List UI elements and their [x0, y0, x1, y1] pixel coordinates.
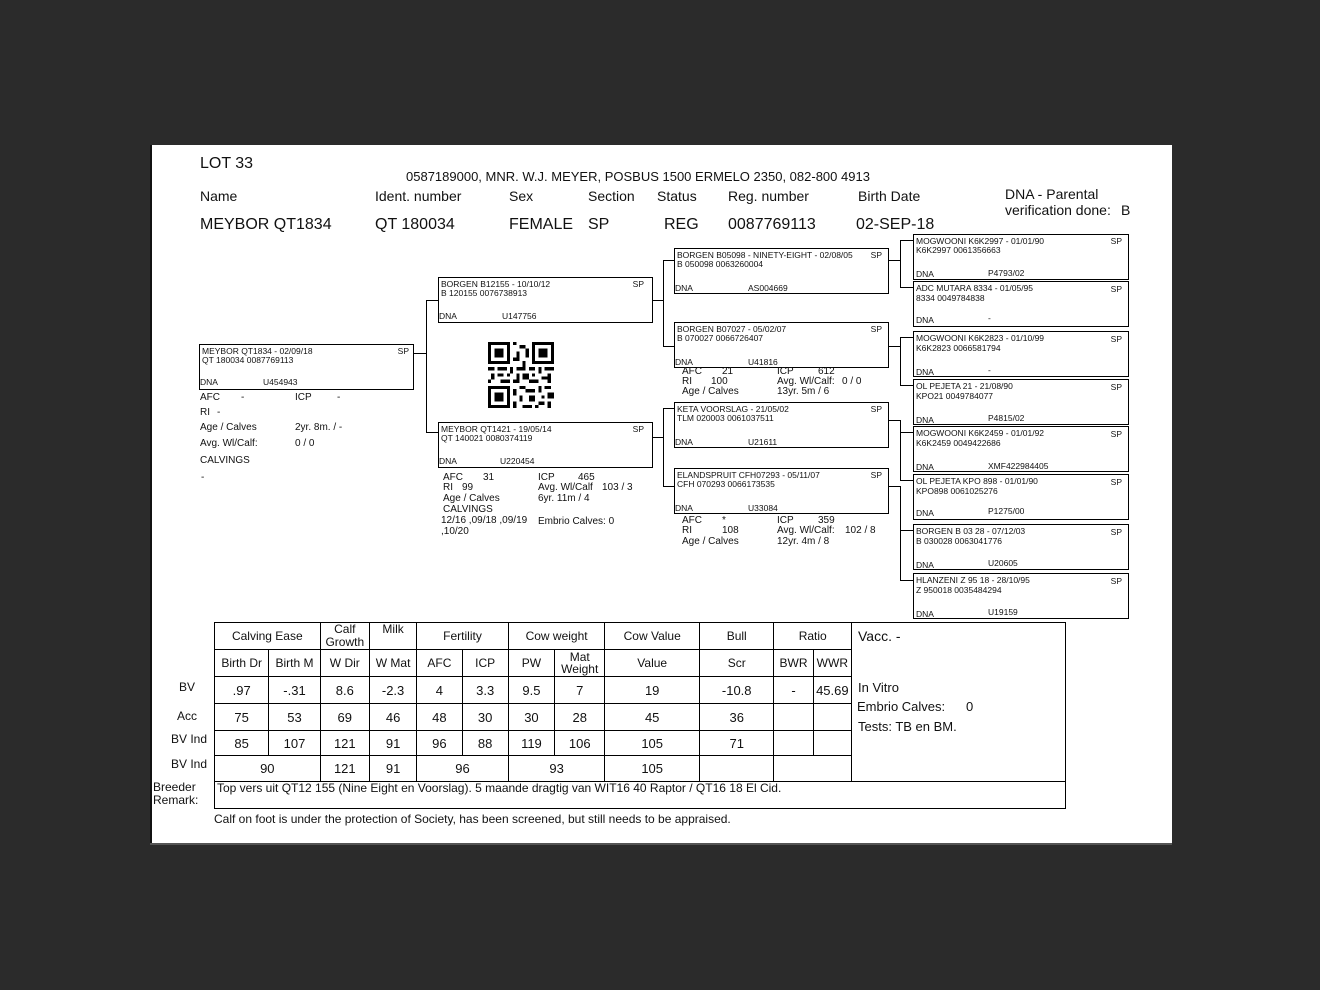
gp2-icp-label: ICP [777, 366, 794, 377]
ggp6-ident: KPO898 0061025276 [916, 486, 998, 496]
pedigree-box-great-grandparent [913, 281, 1129, 327]
pedigree-box-great-grandparent [913, 234, 1129, 280]
gp4-afc-label: AFC [682, 515, 702, 526]
bv-cell: 7 [555, 677, 605, 704]
sub-birth-m: Birth M [269, 650, 320, 677]
ggp4-ident: KPO21 0049784077 [916, 391, 994, 401]
gp1-ident: B 050098 0063260004 [677, 259, 764, 269]
dam-age-label: Age / Calves [443, 493, 500, 504]
connector [426, 300, 427, 432]
label-name: Name [200, 188, 238, 204]
dam-calvings-line1: 12/16 ,09/18 ,09/19 [441, 515, 528, 526]
ggp4-dna-label: DNA [916, 415, 934, 425]
gp4-age-label: Age / Calves [682, 536, 739, 547]
animal-section: SP [588, 216, 610, 233]
pedigree-box-grandparent [674, 402, 889, 448]
label-dna-line2: verification done: [1005, 202, 1111, 218]
connector [900, 480, 913, 481]
connector [888, 260, 900, 261]
ggp5-section: SP [1110, 429, 1122, 439]
sire-dna: U147756 [502, 311, 537, 321]
row-label-acc: Acc [177, 709, 198, 723]
dam-age: 6yr. 11m / 4 [538, 493, 590, 504]
bv-cell: 3.3 [462, 677, 508, 704]
dam-ri: 99 [462, 482, 474, 493]
ggp1-ident: K6K2997 0061356663 [916, 245, 1001, 255]
pedigree-box-grandparent [674, 248, 889, 294]
remark-label-line1: Breeder [153, 780, 196, 794]
animal-name: MEYBOR QT1834 [200, 216, 332, 233]
gp2-section: SP [870, 324, 882, 334]
gp4-title: ELANDSPRUIT CFH07293 - 05/11/07 [677, 470, 820, 480]
sub-wwr: WWR [813, 650, 851, 677]
gp2-avg: 0 / 0 [842, 376, 862, 387]
gp2-age: 13yr. 5m / 6 [777, 386, 830, 397]
subject-section: SP [397, 346, 409, 356]
ind-cell: 105 [605, 731, 700, 756]
sub-icp: ICP [462, 650, 508, 677]
sire-ident: B 120155 0076738913 [441, 288, 528, 298]
ggp4-title: OL PEJETA 21 - 21/08/90 [916, 381, 1013, 391]
dam-dna-label: DNA [439, 456, 457, 466]
ggp5-title: MOGWOONI K6K2459 - 01/01/92 [916, 428, 1045, 438]
subject-age-label: Age / Calves [200, 422, 257, 433]
gp4-dna-label: DNA [675, 503, 693, 513]
gp1-dna: AS004669 [748, 283, 788, 293]
ind-cell: 71 [699, 731, 773, 756]
gp2-avg-label: Avg. Wl/Calf: [777, 376, 835, 387]
ggp3-dna-label: DNA [916, 367, 934, 377]
ggp8-section: SP [1110, 576, 1122, 586]
connector [900, 580, 913, 581]
dam-icp: 465 [578, 472, 595, 483]
dam-avg: 103 / 3 [602, 482, 633, 493]
dam-afc: 31 [483, 472, 495, 483]
ind-cell: 121 [320, 731, 369, 756]
connector [900, 240, 901, 287]
page-edge-bottom [150, 843, 1172, 845]
ind2-cell: 93 [508, 756, 605, 782]
acc-cell: 48 [417, 704, 462, 731]
label-birth-date: Birth Date [858, 188, 921, 204]
in-vitro: In Vitro [858, 680, 899, 695]
ggp6-section: SP [1110, 477, 1122, 487]
gp3-title: KETA VOORSLAG - 21/05/02 [677, 404, 789, 414]
sire-title: BORGEN B12155 - 10/10/12 [441, 279, 551, 289]
connector [900, 240, 913, 241]
ind2-cell: 90 [215, 756, 321, 782]
connector [900, 486, 901, 580]
dam-calvings-line2: ,10/20 [441, 526, 469, 537]
acc-cell: 30 [462, 704, 508, 731]
sire-dna-label: DNA [439, 311, 457, 321]
ggp3-ident: K6K2823 0066581794 [916, 343, 1001, 353]
gp2-dna-label: DNA [675, 357, 693, 367]
ggp7-dna-label: DNA [916, 560, 934, 570]
ggp1-dna-label: DNA [916, 269, 934, 279]
pedigree-box-great-grandparent [913, 524, 1129, 570]
connector [663, 408, 664, 486]
connector [900, 337, 901, 385]
ggp4-dna: P4815/02 [988, 413, 1025, 423]
label-ident: Ident. number [375, 188, 462, 204]
acc-cell [774, 704, 813, 731]
bv-cell: 45.69 [813, 677, 851, 704]
pedigree-box-great-grandparent [913, 474, 1129, 520]
gp4-ri: 108 [722, 525, 739, 536]
table-row [215, 756, 852, 782]
subject-dna: U454943 [263, 377, 298, 387]
page-edge-left [150, 145, 152, 845]
sub-mat-weight: Mat Weight [555, 650, 605, 677]
ggp8-dna-label: DNA [916, 609, 934, 619]
label-status: Status [657, 188, 697, 204]
subject-afc-label: AFC [200, 392, 220, 403]
bv-cell: -10.8 [699, 677, 773, 704]
connector [900, 530, 913, 531]
ind-cell: 85 [215, 731, 269, 756]
label-sex: Sex [509, 188, 534, 204]
subject-ri: - [217, 407, 221, 418]
gp2-title: BORGEN B07027 - 05/02/07 [677, 324, 787, 334]
gp4-dna: U33084 [748, 503, 778, 513]
gp4-icp-label: ICP [777, 515, 794, 526]
ggp7-title: BORGEN B 03 28 - 07/12/03 [916, 526, 1026, 536]
dam-title: MEYBOR QT1421 - 19/05/14 [441, 424, 552, 434]
ggp6-dna-label: DNA [916, 508, 934, 518]
ind2-cell: 121 [320, 756, 369, 782]
connector [900, 432, 913, 433]
pedigree-box-subject [199, 344, 414, 390]
dam-dna: U220454 [500, 456, 535, 466]
ggp2-ident: 8334 0049784838 [916, 293, 985, 303]
dam-icp-label: ICP [538, 472, 555, 483]
ggp3-title: MOGWOONI K6K2823 - 01/10/99 [916, 333, 1045, 343]
gp4-icp: 359 [818, 515, 835, 526]
gp3-dna-label: DNA [675, 437, 693, 447]
sub-value: Value [605, 650, 700, 677]
row-label-bv-ind-2: BV Ind [171, 757, 208, 771]
label-reg: Reg. number [728, 188, 809, 204]
gp4-section: SP [870, 470, 882, 480]
sub-w-dir: W Dir [320, 650, 369, 677]
acc-cell: 45 [605, 704, 700, 731]
qr-code-icon [486, 342, 556, 408]
ggp7-ident: B 030028 0063041776 [916, 536, 1003, 546]
subject-avg: 0 / 0 [295, 438, 315, 449]
vaccination: Vacc. - [858, 628, 901, 644]
ind-cell: 107 [269, 731, 320, 756]
table-row [215, 704, 852, 731]
ggp2-title: ADC MUTARA 8334 - 01/05/95 [916, 283, 1034, 293]
subject-calvings-label: CALVINGS [200, 455, 250, 466]
ind-cell [774, 731, 813, 756]
ggp7-section: SP [1110, 527, 1122, 537]
animal-reg-number: 0087769113 [728, 216, 816, 233]
group-cow-weight: Cow weight [508, 623, 605, 650]
connector [652, 300, 663, 301]
group-milk: Milk [369, 623, 416, 650]
ind2-cell [774, 756, 852, 782]
ggp8-title: HLANZENI Z 95 18 - 28/10/95 [916, 575, 1030, 585]
connector [900, 287, 913, 288]
ggp3-section: SP [1110, 334, 1122, 344]
acc-cell: 75 [215, 704, 269, 731]
ind2-cell [699, 756, 773, 782]
ggp2-dna: - [988, 313, 991, 323]
sub-bwr: BWR [774, 650, 813, 677]
connector [888, 346, 900, 347]
pedigree-box-sire [438, 277, 653, 323]
dam-calvings-label: CALVINGS [443, 504, 493, 515]
subject-icp-label: ICP [295, 392, 312, 403]
connector [900, 337, 913, 338]
label-dna-line1: DNA - Parental [1005, 186, 1099, 202]
subject-title: MEYBOR QT1834 - 02/09/18 [202, 346, 313, 356]
sire-section: SP [632, 279, 644, 289]
acc-cell: 69 [320, 704, 369, 731]
animal-sex: FEMALE [509, 216, 574, 233]
ind-cell: 106 [555, 731, 605, 756]
acc-cell: 28 [555, 704, 605, 731]
connector [426, 432, 438, 433]
animal-birth-date: 02-SEP-18 [856, 216, 935, 233]
connector [413, 353, 426, 354]
sub-birth-dr: Birth Dr [215, 650, 269, 677]
pedigree-box-great-grandparent [913, 573, 1129, 619]
group-bull: Bull [699, 623, 773, 650]
table-row [215, 677, 852, 704]
connector [900, 385, 913, 386]
bv-cell: 8.6 [320, 677, 369, 704]
acc-cell: 30 [508, 704, 554, 731]
pedigree-box-great-grandparent [913, 379, 1129, 425]
dam-ri-label: RI [443, 482, 453, 493]
ggp8-dna: U19159 [988, 607, 1018, 617]
label-section: Section [588, 188, 635, 204]
connector [900, 420, 901, 433]
connector [663, 260, 674, 261]
ggp1-dna: P4793/02 [988, 268, 1025, 278]
dam-afc-label: AFC [443, 472, 463, 483]
dam-embrio-calves: Embrio Calves: 0 [538, 516, 615, 527]
group-fertility: Fertility [417, 623, 509, 650]
ggp1-title: MOGWOONI K6K2997 - 01/01/90 [916, 236, 1045, 246]
gp1-title: BORGEN B05098 - NINETY-EIGHT - 02/08/05 [677, 250, 853, 260]
acc-cell: 53 [269, 704, 320, 731]
group-ratio: Ratio [774, 623, 852, 650]
sub-pw: PW [508, 650, 554, 677]
row-label-bv-ind: BV Ind [171, 732, 208, 746]
connector [900, 432, 901, 480]
dam-ident: QT 140021 0080374119 [441, 433, 533, 443]
subject-afc: - [241, 392, 245, 403]
bv-cell: -.31 [269, 677, 320, 704]
pedigree-box-great-grandparent [913, 426, 1129, 472]
gp2-icp: 612 [818, 366, 835, 377]
gp4-ri-label: RI [682, 525, 692, 536]
lot-number: LOT 33 [200, 155, 254, 172]
gp4-age: 12yr. 4m / 8 [777, 536, 830, 547]
ind-cell [813, 731, 851, 756]
subject-icp: - [337, 392, 341, 403]
ggp7-dna: U20605 [988, 558, 1018, 568]
subject-dna-label: DNA [200, 377, 218, 387]
ggp6-title: OL PEJETA KPO 898 - 01/01/90 [916, 476, 1038, 486]
ggp2-section: SP [1110, 284, 1122, 294]
pedigree-box-grandparent [674, 322, 889, 368]
acc-cell: 36 [699, 704, 773, 731]
acc-cell [813, 704, 851, 731]
connector [652, 437, 663, 438]
gp2-age-label: Age / Calves [682, 386, 739, 397]
group-cow-value: Cow Value [605, 623, 700, 650]
bv-cell: -2.3 [369, 677, 416, 704]
dam-avg-label: Avg. Wl/Calf [538, 482, 593, 493]
embrio-calves-value: 0 [966, 699, 974, 714]
ind2-cell: 105 [605, 756, 700, 782]
subject-age: 2yr. 8m. / - [295, 422, 343, 433]
connector [888, 420, 900, 421]
connector [663, 486, 674, 487]
bv-cell: .97 [215, 677, 269, 704]
ggp2-dna-label: DNA [916, 315, 934, 325]
pedigree-box-dam [438, 422, 653, 468]
gp4-ident: CFH 070293 0066173535 [677, 479, 775, 489]
gp3-ident: TLM 020003 0061037511 [677, 413, 774, 423]
gp4-avg-label: Avg. Wl/Calf: [777, 525, 835, 536]
remark-label-line2: Remark: [153, 793, 199, 807]
sub-scr: Scr [699, 650, 773, 677]
ggp5-dna: XMF422984405 [988, 461, 1049, 471]
ggp1-section: SP [1110, 236, 1122, 246]
ggp8-ident: Z 950018 0035484294 [916, 585, 1002, 595]
row-label-bv: BV [179, 680, 196, 694]
group-calf-growth: Calf Growth [320, 623, 369, 650]
gp2-afc: 21 [722, 366, 734, 377]
pedigree-box-grandparent [674, 468, 889, 514]
gp4-afc: * [722, 515, 726, 526]
embrio-calves-label: Embrio Calves: [857, 699, 946, 714]
ggp4-section: SP [1110, 382, 1122, 392]
dam-section: SP [632, 424, 644, 434]
animal-ident: QT 180034 [375, 216, 455, 233]
acc-cell: 46 [369, 704, 416, 731]
subject-ri-label: RI [200, 407, 210, 418]
gp3-section: SP [870, 404, 882, 414]
gp1-section: SP [870, 250, 882, 260]
sub-w-mat: W Mat [369, 650, 416, 677]
animal-status: REG [664, 216, 699, 233]
ind2-cell: 91 [369, 756, 416, 782]
subject-calvings: - [201, 472, 205, 483]
dna-verification-value: B [1121, 202, 1131, 218]
bv-cell: 19 [605, 677, 700, 704]
ebv-table [214, 622, 852, 782]
gp2-afc-label: AFC [682, 366, 702, 377]
connector [663, 408, 674, 409]
bv-cell: 4 [417, 677, 462, 704]
subject-avg-label: Avg. Wl/Calf: [200, 438, 258, 449]
gp2-ident: B 070027 0066726407 [677, 333, 764, 343]
gp2-dna: U41816 [748, 357, 778, 367]
ggp5-ident: K6K2459 0049422686 [916, 438, 1001, 448]
tests: Tests: TB en BM. [858, 719, 957, 734]
table-row [215, 731, 852, 756]
pedigree-box-great-grandparent [913, 331, 1129, 377]
bv-cell: - [774, 677, 813, 704]
gp1-dna-label: DNA [675, 283, 693, 293]
gp2-ri: 100 [711, 376, 728, 387]
ind-cell: 91 [369, 731, 416, 756]
gp3-dna: U21611 [748, 437, 778, 447]
ind-cell: 96 [417, 731, 462, 756]
connector [888, 486, 900, 487]
bv-cell: 9.5 [508, 677, 554, 704]
connector [663, 346, 674, 347]
footer-note: Calf on foot is under the protection of Society, has been screened, but still needs to be appraised. [214, 812, 731, 826]
ggp3-dna: - [988, 365, 991, 375]
breeder-contact-line: 0587189000, MNR. W.J. MEYER, POSBUS 1500 ERMELO 2350, 082-800 4913 [406, 169, 870, 184]
ggp6-dna: P1275/00 [988, 506, 1025, 516]
ind-cell: 119 [508, 731, 554, 756]
group-calving-ease: Calving Ease [215, 623, 321, 650]
gp4-avg: 102 / 8 [845, 525, 876, 536]
gp2-ri-label: RI [682, 376, 692, 387]
subject-ident: QT 180034 0087769113 [202, 355, 294, 365]
ind2-cell: 96 [417, 756, 509, 782]
connector [426, 300, 438, 301]
connector [663, 260, 664, 346]
ggp5-dna-label: DNA [916, 462, 934, 472]
ind-cell: 88 [462, 731, 508, 756]
remark-text: Top vers uit QT12 155 (Nine Eight en Voorslag). 5 maande dragtig van WIT16 40 Raptor / QT16 18 El Cid. [217, 781, 782, 795]
sub-afc: AFC [417, 650, 462, 677]
